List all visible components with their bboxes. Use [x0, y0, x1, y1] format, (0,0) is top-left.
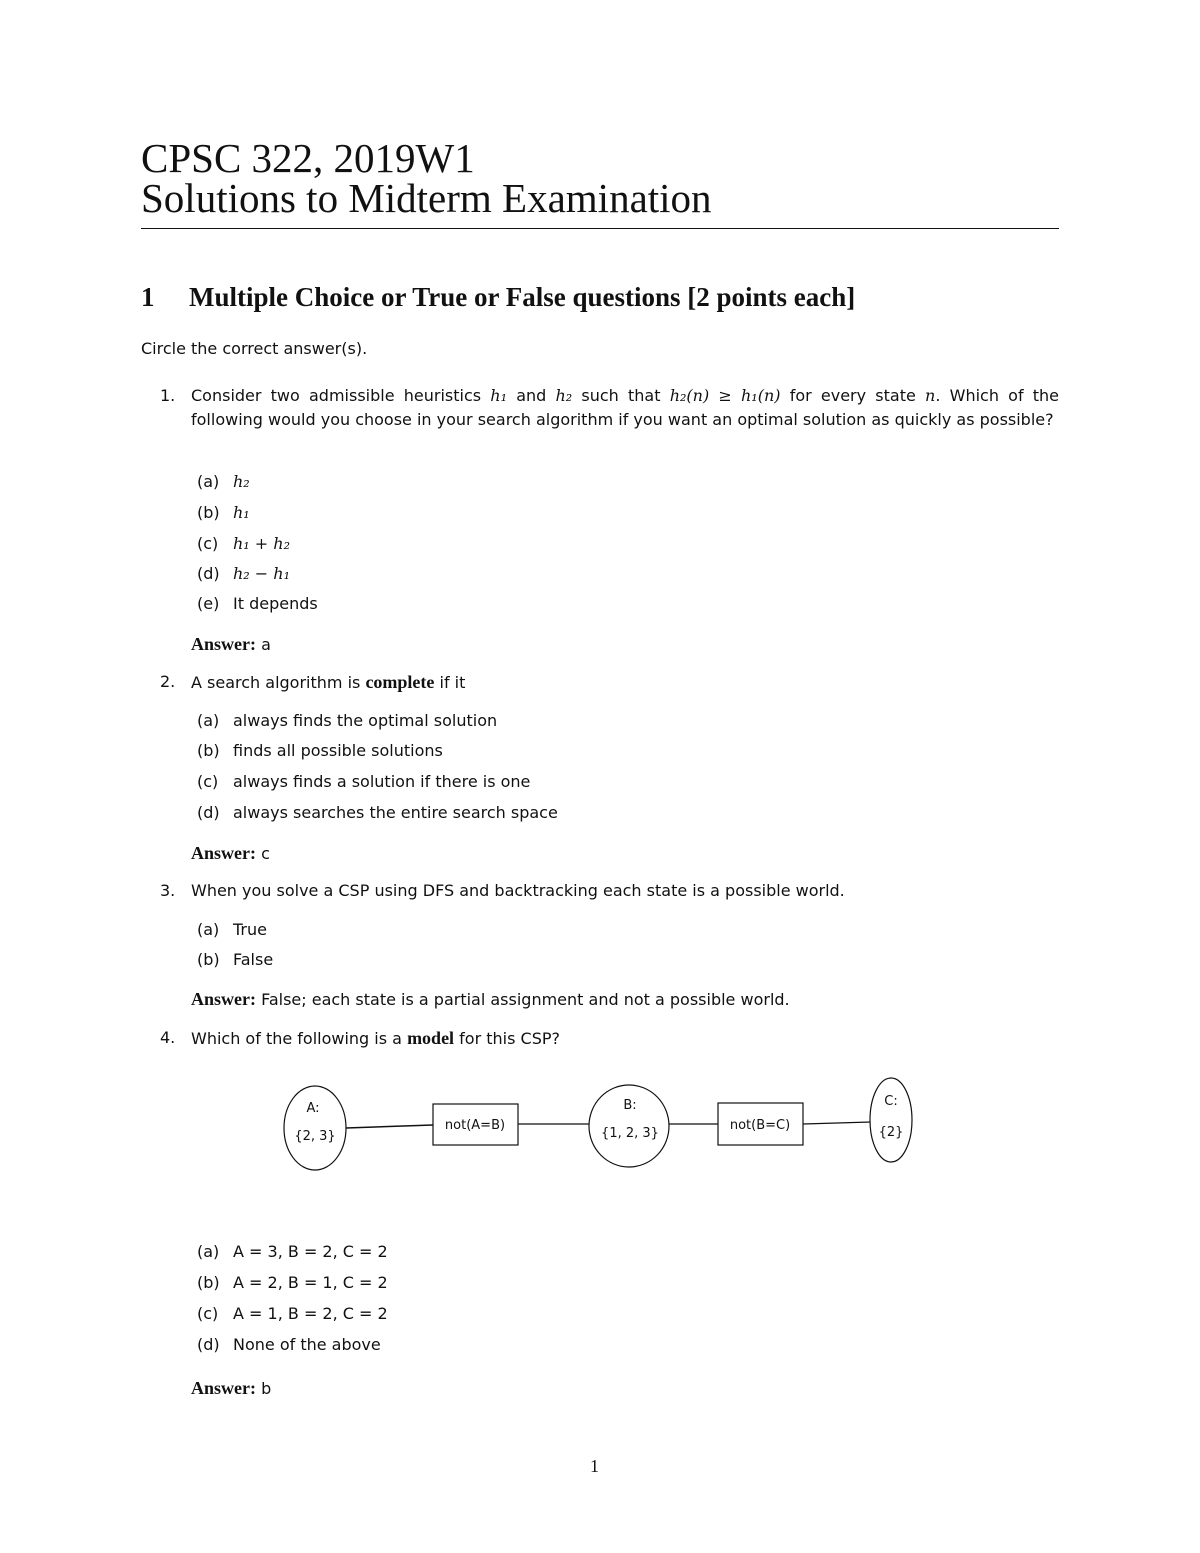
instruction-text: Circle the correct answer(s). [141, 339, 368, 358]
q2-text: A search algorithm is complete if it [191, 672, 466, 692]
q1-option-e: (e) It depends [197, 594, 318, 613]
edge-a-constraint1 [346, 1125, 433, 1128]
constraint-2-label: not(B=C) [729, 1118, 791, 1133]
node-b-domain: {1, 2, 3} [601, 1126, 659, 1141]
section-title: Multiple Choice or True or False questions [2 points each] [189, 282, 856, 312]
q2-option-d: (d) always searches the entire search space [197, 803, 558, 822]
q3-number: 3. [160, 881, 176, 900]
section-heading [141, 282, 855, 313]
edge-constraint2-c [803, 1122, 871, 1124]
q1-number: 1. [160, 386, 176, 405]
node-a-domain: {2, 3} [294, 1129, 336, 1144]
node-a [284, 1086, 346, 1170]
q4-option-c: (c) A = 1, B = 2, C = 2 [197, 1304, 388, 1323]
title-line-2: Solutions to Midterm Examination [141, 175, 712, 221]
q2-answer: Answer: c [191, 843, 270, 863]
node-c-domain: {2} [878, 1125, 904, 1140]
q4-option-b: (b) A = 2, B = 1, C = 2 [197, 1273, 388, 1292]
document-title [141, 135, 712, 221]
q4-option-d: (d) None of the above [197, 1335, 381, 1354]
q1-option-a: (a) h₂ [197, 472, 250, 491]
q2-option-a: (a) always finds the optimal solution [197, 711, 498, 730]
q3-option-a: (a) True [197, 920, 267, 939]
node-a-name: A: [306, 1101, 320, 1116]
q3-answer: Answer: False; each state is a partial assignment and not a possible world. [191, 989, 790, 1009]
q4-text: Which of the following is a model for this CSP? [191, 1028, 560, 1048]
q4-answer: Answer: b [191, 1378, 272, 1398]
section-number: 1 [141, 282, 155, 312]
node-c-name: C: [884, 1094, 898, 1109]
q1-option-c: (c) h₁ + h₂ [197, 534, 291, 553]
constraint-1-label: not(A=B) [444, 1118, 506, 1133]
page-number: 1 [590, 1456, 599, 1476]
q2-option-c: (c) always finds a solution if there is one [197, 772, 531, 791]
q1-option-d: (d) h₂ − h₁ [197, 564, 291, 583]
q1-answer: Answer: a [191, 634, 271, 654]
q1-text: Consider two admissible heuristics h₁ and h₂ such that h₂(n) ≥ h₁(n) for every state n. Which of the following would you choose in your search algorithm if you want an optimal solution as quickly as possible? [191, 386, 1060, 429]
q2-option-b: (b) finds all possible solutions [197, 741, 443, 760]
q3-option-b: (b) False [197, 950, 274, 969]
q4-number: 4. [160, 1028, 176, 1047]
title-rule [141, 228, 1059, 229]
node-b-name: B: [623, 1098, 637, 1113]
csp-constraint-graph [270, 1070, 930, 1180]
q3-text: When you solve a CSP using DFS and backtracking each state is a possible world. [191, 881, 845, 900]
node-c [870, 1078, 912, 1162]
q2-number: 2. [160, 672, 176, 691]
q4-option-a: (a) A = 3, B = 2, C = 2 [197, 1242, 388, 1261]
title-line-1: CPSC 322, 2019W1 [141, 135, 475, 181]
q1-option-b: (b) h₁ [197, 503, 250, 522]
